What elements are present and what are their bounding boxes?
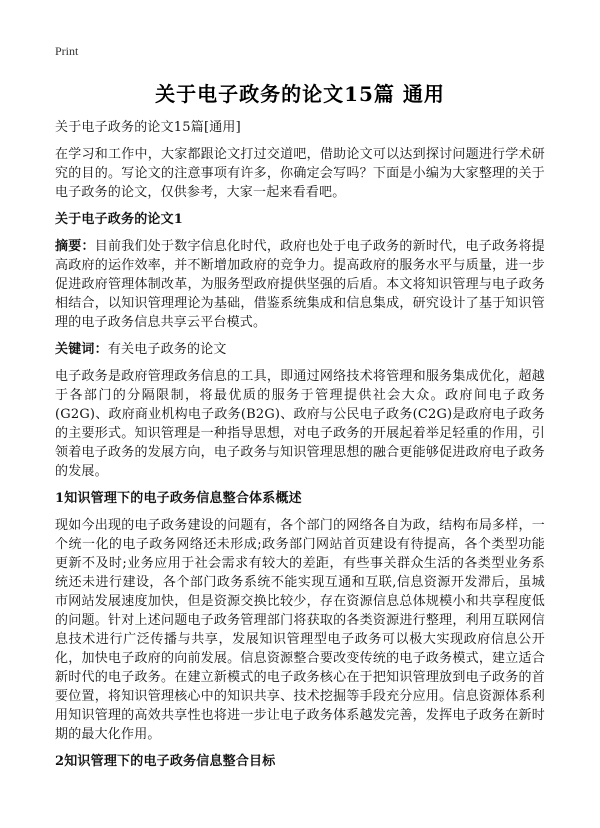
- page-title: 关于电子政务的论文15篇 通用: [155, 82, 445, 106]
- section-heading-1: 1知识管理下的电子政务信息整合体系概述: [55, 491, 302, 506]
- keywords-label: 关键词：: [55, 342, 108, 357]
- abstract-paragraph: [55, 237, 545, 332]
- keywords-paragraph: [55, 340, 545, 359]
- section1-heading: 关于电子政务的论文1: [55, 212, 184, 227]
- keywords-text: 有关电子政务的论文: [107, 342, 227, 357]
- print-label[interactable]: Print: [55, 44, 79, 58]
- intro-paragraph: 在学习和工作中，大家都跟论文打过交道吧，借助论文可以达到探讨问题进行学术研究的目的。写论文的注意事项有许多，你确定会写吗？下面是小编为大家整理的关于电子政务的论文，仅供参考，大家一起来看看吧。: [55, 147, 545, 200]
- body-paragraph-1: 现如今出现的电子政务建设的问题有，各个部门的网络各自为政，结构布局多样，一个统一化的电子政务网络还未形成;政务部门网站首页建设有待提高，各个类型功能更新不及时;业务应用于社会需求有较大的差距，有些事关群众生活的各类型业务系统还未进行建设，各个部门政务系统不能实现互通和互联,信息资源开发滞后，虽城市网站发展速度加快，但是资源交换比较少，存在资源信息总体规模小和共享程度低的问题。针对上述问题电子政务管理部门将获取的各类资源进行整理，利用互联网信息技术进行广泛传播与共享，发展知识管理型电子政务可以极大实现政府信息公开化，加快电子政府的向前发展。信息资源整合要改变传统的电子政务模式，建立适合新时代的电子政务。在建立新模式的电子政务核心在于把知识管理放到电子政务的首要位置，将知识管理核心中的知识共享、技术挖掘等手段充分应用。信息资源体系利用知识管理的高效共享性也将进一步让电子政务体系越发完善，发挥电子政务在新时期的最大化作用。: [55, 518, 545, 742]
- document-subtitle: 关于电子政务的论文15篇[通用]: [55, 120, 241, 135]
- body-paragraph-intro: 电子政务是政府管理政务信息的工具，即通过网络技术将管理和服务集成优化，超越于各部门的分隔限制，将最优质的服务于管理提供社会大众。政府间电子政务(G2G)、政府商业机构电子政务(B2G)、政府与公民电子政务(C2G)是政府电子政务的主要形式。知识管理是一种指导思想，对电子政务的开展起着举足轻重的作用，引领着电子政务的发展方向，电子政务与知识管理思想的融合更能够促进政府电子政务的发展。: [55, 369, 545, 479]
- document-body: [55, 118, 545, 779]
- abstract-text: 目前我们处于数字信息化时代，政府也处于电子政务的新时代，电子政务将提高政府的运作效率，并不断增加政府的竞争力。提高政府的服务水平与质量，进一步促进政府管理体制改革，为服务型政府提供坚强的后盾。本文将知识管理与电子政务相结合，以知识管理理论为基础，借鉴系统集成和信息集成，研究设计了基于知识管理的电子政务信息共享云平台模式。: [55, 239, 545, 330]
- abstract-label: 摘要：: [55, 239, 95, 254]
- section-heading-2: 2知识管理下的电子政务信息整合目标: [55, 754, 276, 769]
